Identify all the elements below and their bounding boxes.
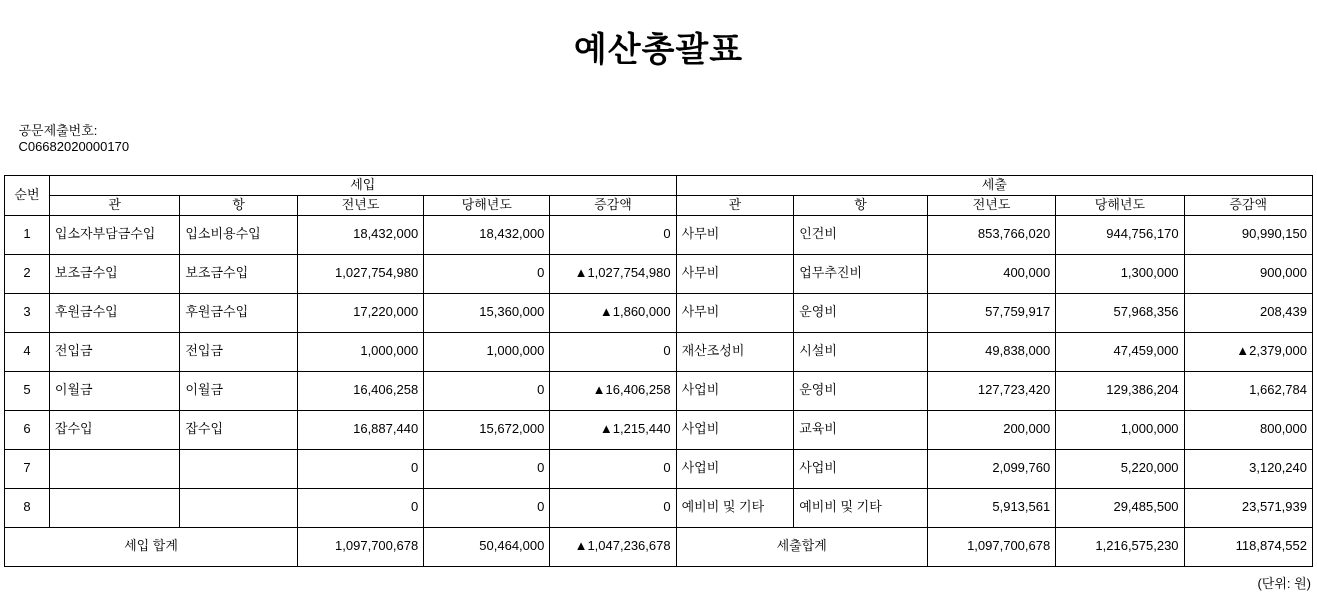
cell-rev-prev: 17,220,000 (298, 293, 424, 332)
cell-exp-diff: 1,662,784 (1184, 371, 1312, 410)
cell-exp-prev: 5,913,561 (927, 488, 1055, 527)
cell-rev-diff: ▲1,860,000 (550, 293, 676, 332)
cell-rev-cur: 18,432,000 (424, 215, 550, 254)
header-exp-hang: 항 (794, 195, 928, 215)
cell-revenue-total-prev: 1,097,700,678 (298, 527, 424, 566)
cell-exp-hang: 예비비 및 기타 (794, 488, 928, 527)
cell-rev-diff: 0 (550, 215, 676, 254)
cell-rev-cur: 0 (424, 488, 550, 527)
header-exp-prev-year: 전년도 (927, 195, 1055, 215)
header-exp-difference: 증감액 (1184, 195, 1312, 215)
cell-exp-prev: 2,099,760 (927, 449, 1055, 488)
cell-exp-diff: 900,000 (1184, 254, 1312, 293)
cell-exp-hang: 사업비 (794, 449, 928, 488)
table-row (5, 293, 1313, 332)
cell-rev-gwan: 전입금 (49, 332, 179, 371)
table-row (5, 371, 1313, 410)
cell-seq: 3 (5, 293, 50, 332)
cell-exp-hang: 업무추진비 (794, 254, 928, 293)
cell-exp-gwan: 사업비 (676, 410, 794, 449)
table-row (5, 254, 1313, 293)
table-row (5, 215, 1313, 254)
cell-seq: 6 (5, 410, 50, 449)
cell-seq: 1 (5, 215, 50, 254)
table-row (5, 332, 1313, 371)
cell-expenditure-total-prev: 1,097,700,678 (927, 527, 1055, 566)
cell-rev-prev: 16,406,258 (298, 371, 424, 410)
cell-rev-prev: 1,027,754,980 (298, 254, 424, 293)
cell-exp-gwan: 사업비 (676, 449, 794, 488)
cell-exp-gwan: 재산조성비 (676, 332, 794, 371)
cell-rev-hang: 전입금 (180, 332, 298, 371)
cell-exp-hang: 운영비 (794, 371, 928, 410)
header-rev-hang: 항 (180, 195, 298, 215)
cell-revenue-total-label: 세입 합계 (5, 527, 298, 566)
header-rev-gwan: 관 (49, 195, 179, 215)
cell-exp-prev: 127,723,420 (927, 371, 1055, 410)
cell-exp-diff: ▲2,379,000 (1184, 332, 1312, 371)
cell-seq: 7 (5, 449, 50, 488)
cell-exp-cur: 1,000,000 (1056, 410, 1184, 449)
cell-rev-hang: 입소비용수입 (180, 215, 298, 254)
cell-rev-gwan (49, 449, 179, 488)
cell-exp-hang: 시설비 (794, 332, 928, 371)
header-seq: 순번 (5, 175, 50, 215)
cell-rev-diff: 0 (550, 449, 676, 488)
cell-rev-cur: 15,360,000 (424, 293, 550, 332)
header-rev-difference: 증감액 (550, 195, 676, 215)
header-rev-prev-year: 전년도 (298, 195, 424, 215)
cell-rev-hang: 잡수입 (180, 410, 298, 449)
cell-exp-diff: 208,439 (1184, 293, 1312, 332)
cell-exp-prev: 49,838,000 (927, 332, 1055, 371)
cell-rev-prev: 0 (298, 449, 424, 488)
cell-rev-diff: ▲1,027,754,980 (550, 254, 676, 293)
cell-exp-gwan: 사무비 (676, 215, 794, 254)
cell-exp-gwan: 예비비 및 기타 (676, 488, 794, 527)
cell-exp-diff: 800,000 (1184, 410, 1312, 449)
cell-rev-prev: 18,432,000 (298, 215, 424, 254)
cell-rev-gwan: 잡수입 (49, 410, 179, 449)
table-header-sub-row (5, 195, 1313, 215)
cell-rev-cur: 0 (424, 449, 550, 488)
cell-expenditure-total-diff: 118,874,552 (1184, 527, 1312, 566)
cell-rev-diff: 0 (550, 488, 676, 527)
cell-rev-prev: 1,000,000 (298, 332, 424, 371)
document-number-label: 공문제출번호: (18, 122, 98, 138)
cell-rev-gwan: 보조금수입 (49, 254, 179, 293)
cell-rev-diff: ▲1,215,440 (550, 410, 676, 449)
cell-rev-gwan: 이월금 (49, 371, 179, 410)
table-row (5, 410, 1313, 449)
cell-exp-gwan: 사무비 (676, 254, 794, 293)
cell-exp-prev: 57,759,917 (927, 293, 1055, 332)
cell-exp-hang: 교육비 (794, 410, 928, 449)
cell-exp-cur: 47,459,000 (1056, 332, 1184, 371)
document-number (4, 105, 1317, 169)
cell-exp-cur: 1,300,000 (1056, 254, 1184, 293)
cell-exp-cur: 57,968,356 (1056, 293, 1184, 332)
header-rev-current-year: 당해년도 (424, 195, 550, 215)
cell-exp-cur: 29,485,500 (1056, 488, 1184, 527)
cell-rev-prev: 16,887,440 (298, 410, 424, 449)
cell-rev-hang (180, 449, 298, 488)
header-exp-current-year: 당해년도 (1056, 195, 1184, 215)
table-header-group-row (5, 175, 1313, 195)
budget-summary-table (4, 175, 1313, 567)
cell-exp-cur: 5,220,000 (1056, 449, 1184, 488)
cell-revenue-total-diff: ▲1,047,236,678 (550, 527, 676, 566)
cell-rev-gwan: 후원금수입 (49, 293, 179, 332)
table-row (5, 449, 1313, 488)
cell-expenditure-total-label: 세출합계 (676, 527, 927, 566)
cell-rev-diff: ▲16,406,258 (550, 371, 676, 410)
cell-exp-gwan: 사업비 (676, 371, 794, 410)
cell-rev-cur: 1,000,000 (424, 332, 550, 371)
cell-rev-hang: 이월금 (180, 371, 298, 410)
cell-exp-prev: 200,000 (927, 410, 1055, 449)
cell-expenditure-total-cur: 1,216,575,230 (1056, 527, 1184, 566)
cell-exp-cur: 944,756,170 (1056, 215, 1184, 254)
cell-rev-cur: 0 (424, 254, 550, 293)
cell-exp-diff: 3,120,240 (1184, 449, 1312, 488)
cell-exp-gwan: 사무비 (676, 293, 794, 332)
table-total-row (5, 527, 1313, 566)
cell-exp-prev: 400,000 (927, 254, 1055, 293)
cell-exp-prev: 853,766,020 (927, 215, 1055, 254)
cell-rev-prev: 0 (298, 488, 424, 527)
cell-rev-hang: 후원금수입 (180, 293, 298, 332)
cell-rev-diff: 0 (550, 332, 676, 371)
cell-exp-diff: 90,990,150 (1184, 215, 1312, 254)
cell-rev-hang: 보조금수입 (180, 254, 298, 293)
unit-note: (단위: 원) (1257, 575, 1311, 591)
cell-seq: 4 (5, 332, 50, 371)
header-expenditure-group: 세출 (676, 175, 1312, 195)
cell-rev-hang (180, 488, 298, 527)
document-number-value: C06682020000170 (18, 138, 130, 154)
cell-exp-hang: 운영비 (794, 293, 928, 332)
cell-seq: 5 (5, 371, 50, 410)
header-exp-gwan: 관 (676, 195, 794, 215)
cell-seq: 8 (5, 488, 50, 527)
cell-rev-cur: 15,672,000 (424, 410, 550, 449)
cell-rev-gwan (49, 488, 179, 527)
page-title: 예산총괄표 (573, 31, 744, 69)
cell-rev-cur: 0 (424, 371, 550, 410)
cell-exp-cur: 129,386,204 (1056, 371, 1184, 410)
cell-rev-gwan: 입소자부담금수입 (49, 215, 179, 254)
header-revenue-group: 세입 (49, 175, 676, 195)
table-row (5, 488, 1313, 527)
cell-revenue-total-cur: 50,464,000 (424, 527, 550, 566)
cell-exp-hang: 인건비 (794, 215, 928, 254)
cell-seq: 2 (5, 254, 50, 293)
cell-exp-diff: 23,571,939 (1184, 488, 1312, 527)
